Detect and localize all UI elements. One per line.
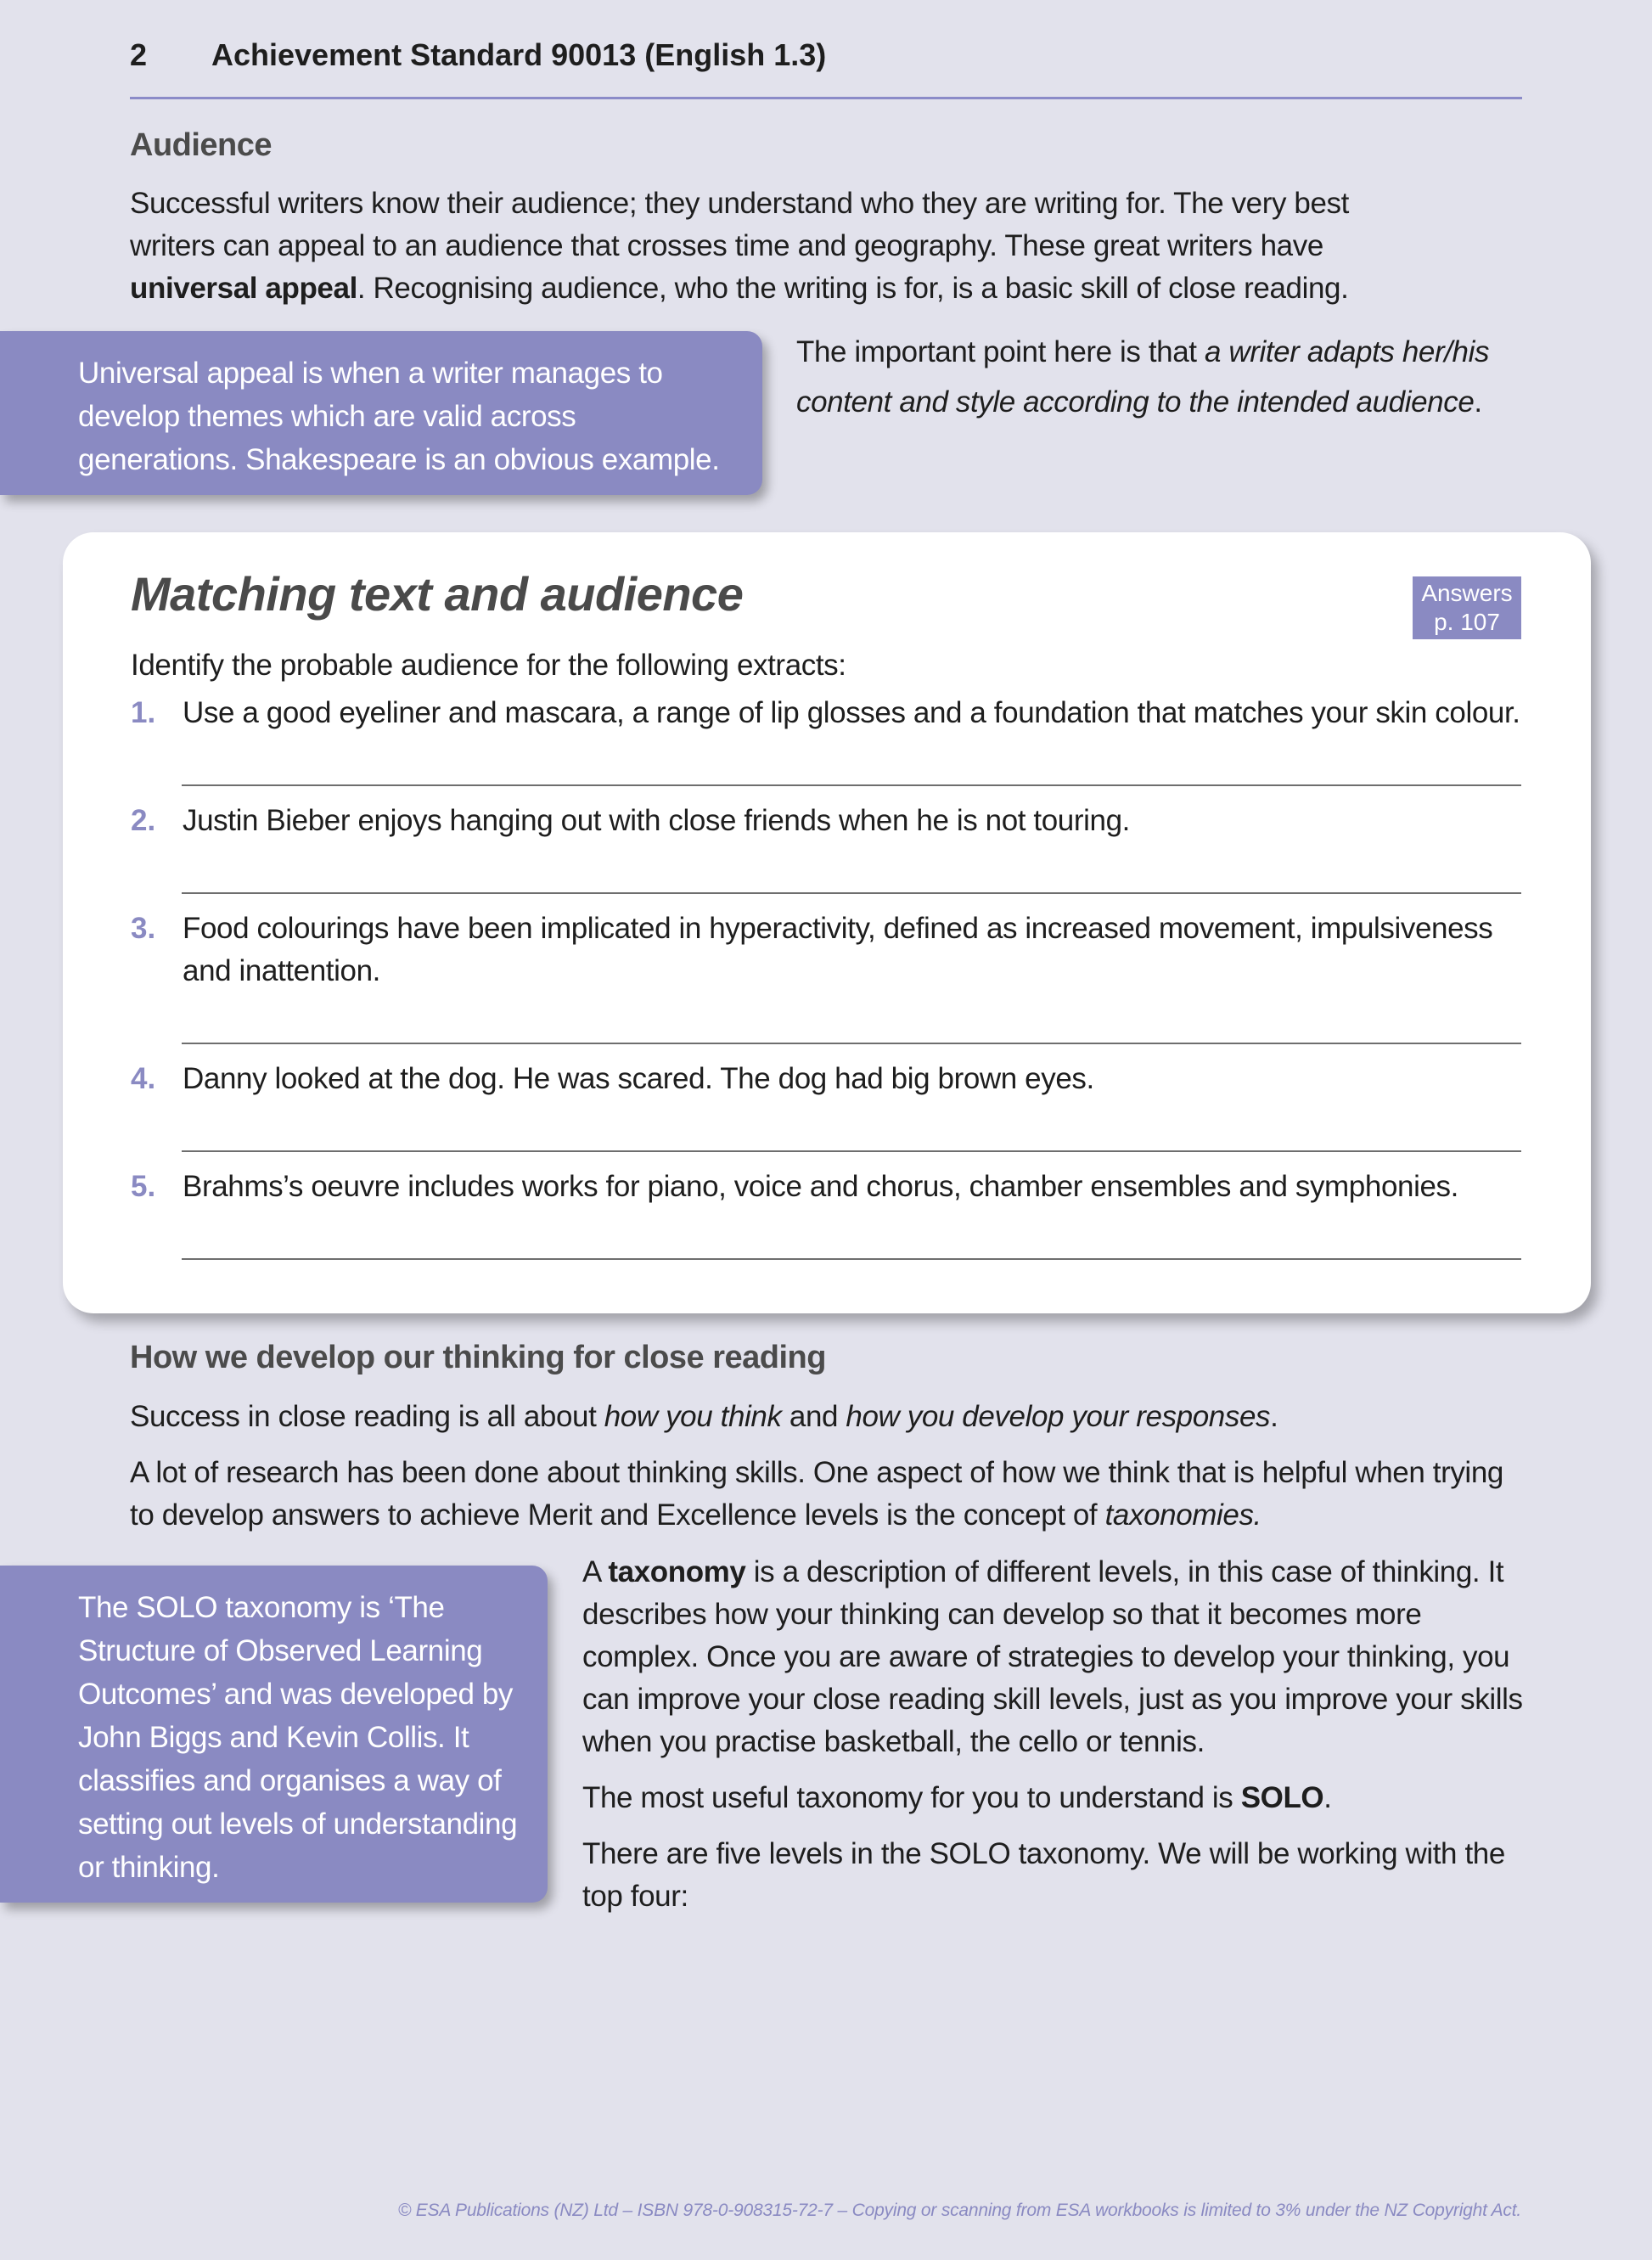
page-number: 2 xyxy=(130,37,148,72)
answer-line[interactable] xyxy=(182,1150,1521,1152)
taxonomy-text xyxy=(582,1551,1525,1931)
thinking-paragraph-2: A lot of research has been done about thinking skills. One aspect of how we think that is helpful when trying to develop answers to achieve Merit and Excellence levels is the concept of taxonomies. xyxy=(130,1456,1503,1532)
thinking-heading: How we develop our thinking for close reading xyxy=(130,1340,826,1375)
thinking-intro xyxy=(130,1396,1522,1550)
answer-line[interactable] xyxy=(182,1043,1521,1044)
solo-levels-paragraph: There are five levels in the SOLO taxonomy. We will be working with the top four: xyxy=(582,1837,1505,1913)
thinking-paragraph-1: Success in close reading is all about how you think and how you develop your responses. xyxy=(130,1400,1278,1433)
page-header-title: Achievement Standard 90013 (English 1.3) xyxy=(211,37,827,72)
audience-key-point: The important point here is that a writer adapts her/his content and style according to the intended audience. xyxy=(796,335,1490,419)
answers-badge[interactable]: Answers p. 107 xyxy=(1413,576,1521,639)
answer-line[interactable] xyxy=(182,1258,1521,1260)
page-header xyxy=(130,37,1522,99)
answer-line[interactable] xyxy=(182,784,1521,786)
universal-appeal-sidebar xyxy=(0,331,762,495)
audience-paragraph: Successful writers know their audience; they understand who they are writing for. The very best writers can appeal to an audience that crosses time and geography. These great writers have universal appeal. Recognising audience, who the writing is for, is a basic skill of close reading. xyxy=(130,187,1349,305)
solo-paragraph: The most useful taxonomy for you to understand is SOLO. xyxy=(582,1781,1332,1814)
audience-heading: Audience xyxy=(130,127,273,163)
solo-note: The SOLO taxonomy is ‘The Structure of Observed Learning Outcomes’ and was developed by John Biggs and Kevin Collis. It classifies and organises a way of setting out levels of understanding or thinking. xyxy=(78,1591,518,1884)
copyright-footer: © ESA Publications (NZ) Ltd – ISBN 978-0-908315-72-7 – Copying or scanning from ESA workbooks is limited to 3% under the NZ Copyright Act. xyxy=(397,2201,1521,2220)
taxonomy-paragraph: A taxonomy is a description of different levels, in this case of thinking. It describes how your thinking can develop so that it becomes more complex. Once you are aware of strategies to develop your thinking, you can improve your close reading skill levels, just as you improve your skills when you practise basketball, the cello or tennis. xyxy=(582,1555,1523,1758)
solo-sidebar xyxy=(0,1566,548,1903)
answer-line[interactable] xyxy=(182,892,1521,894)
activity-instructions: Identify the probable audience for the following extracts: xyxy=(131,649,846,682)
universal-appeal-note: Universal appeal is when a writer manages to develop themes which are valid across generations. Shakespeare is an obvious example. xyxy=(78,357,720,476)
activity-card: Matching text and audience Answers p. 107 Identify the probable audience for the following extracts: 1. Use a good eyeliner and mascara, a range of lip glosses and a foundation that matches your skin colour. 2. Justin Bieber enjoys hanging out with close friends when he is not touring. 3. Food colourings have been implicated in hyperactivity, defined as increased movement, impulsiveness and inattention. 4. Danny looked at the dog. He was scared. The dog had big brown eyes. 5. Brahms’s oeuvre includes works for piano, voice and chorus, chamber ensembles and symphonies. xyxy=(63,532,1591,1313)
activity-title: Matching text and audience xyxy=(131,567,744,621)
